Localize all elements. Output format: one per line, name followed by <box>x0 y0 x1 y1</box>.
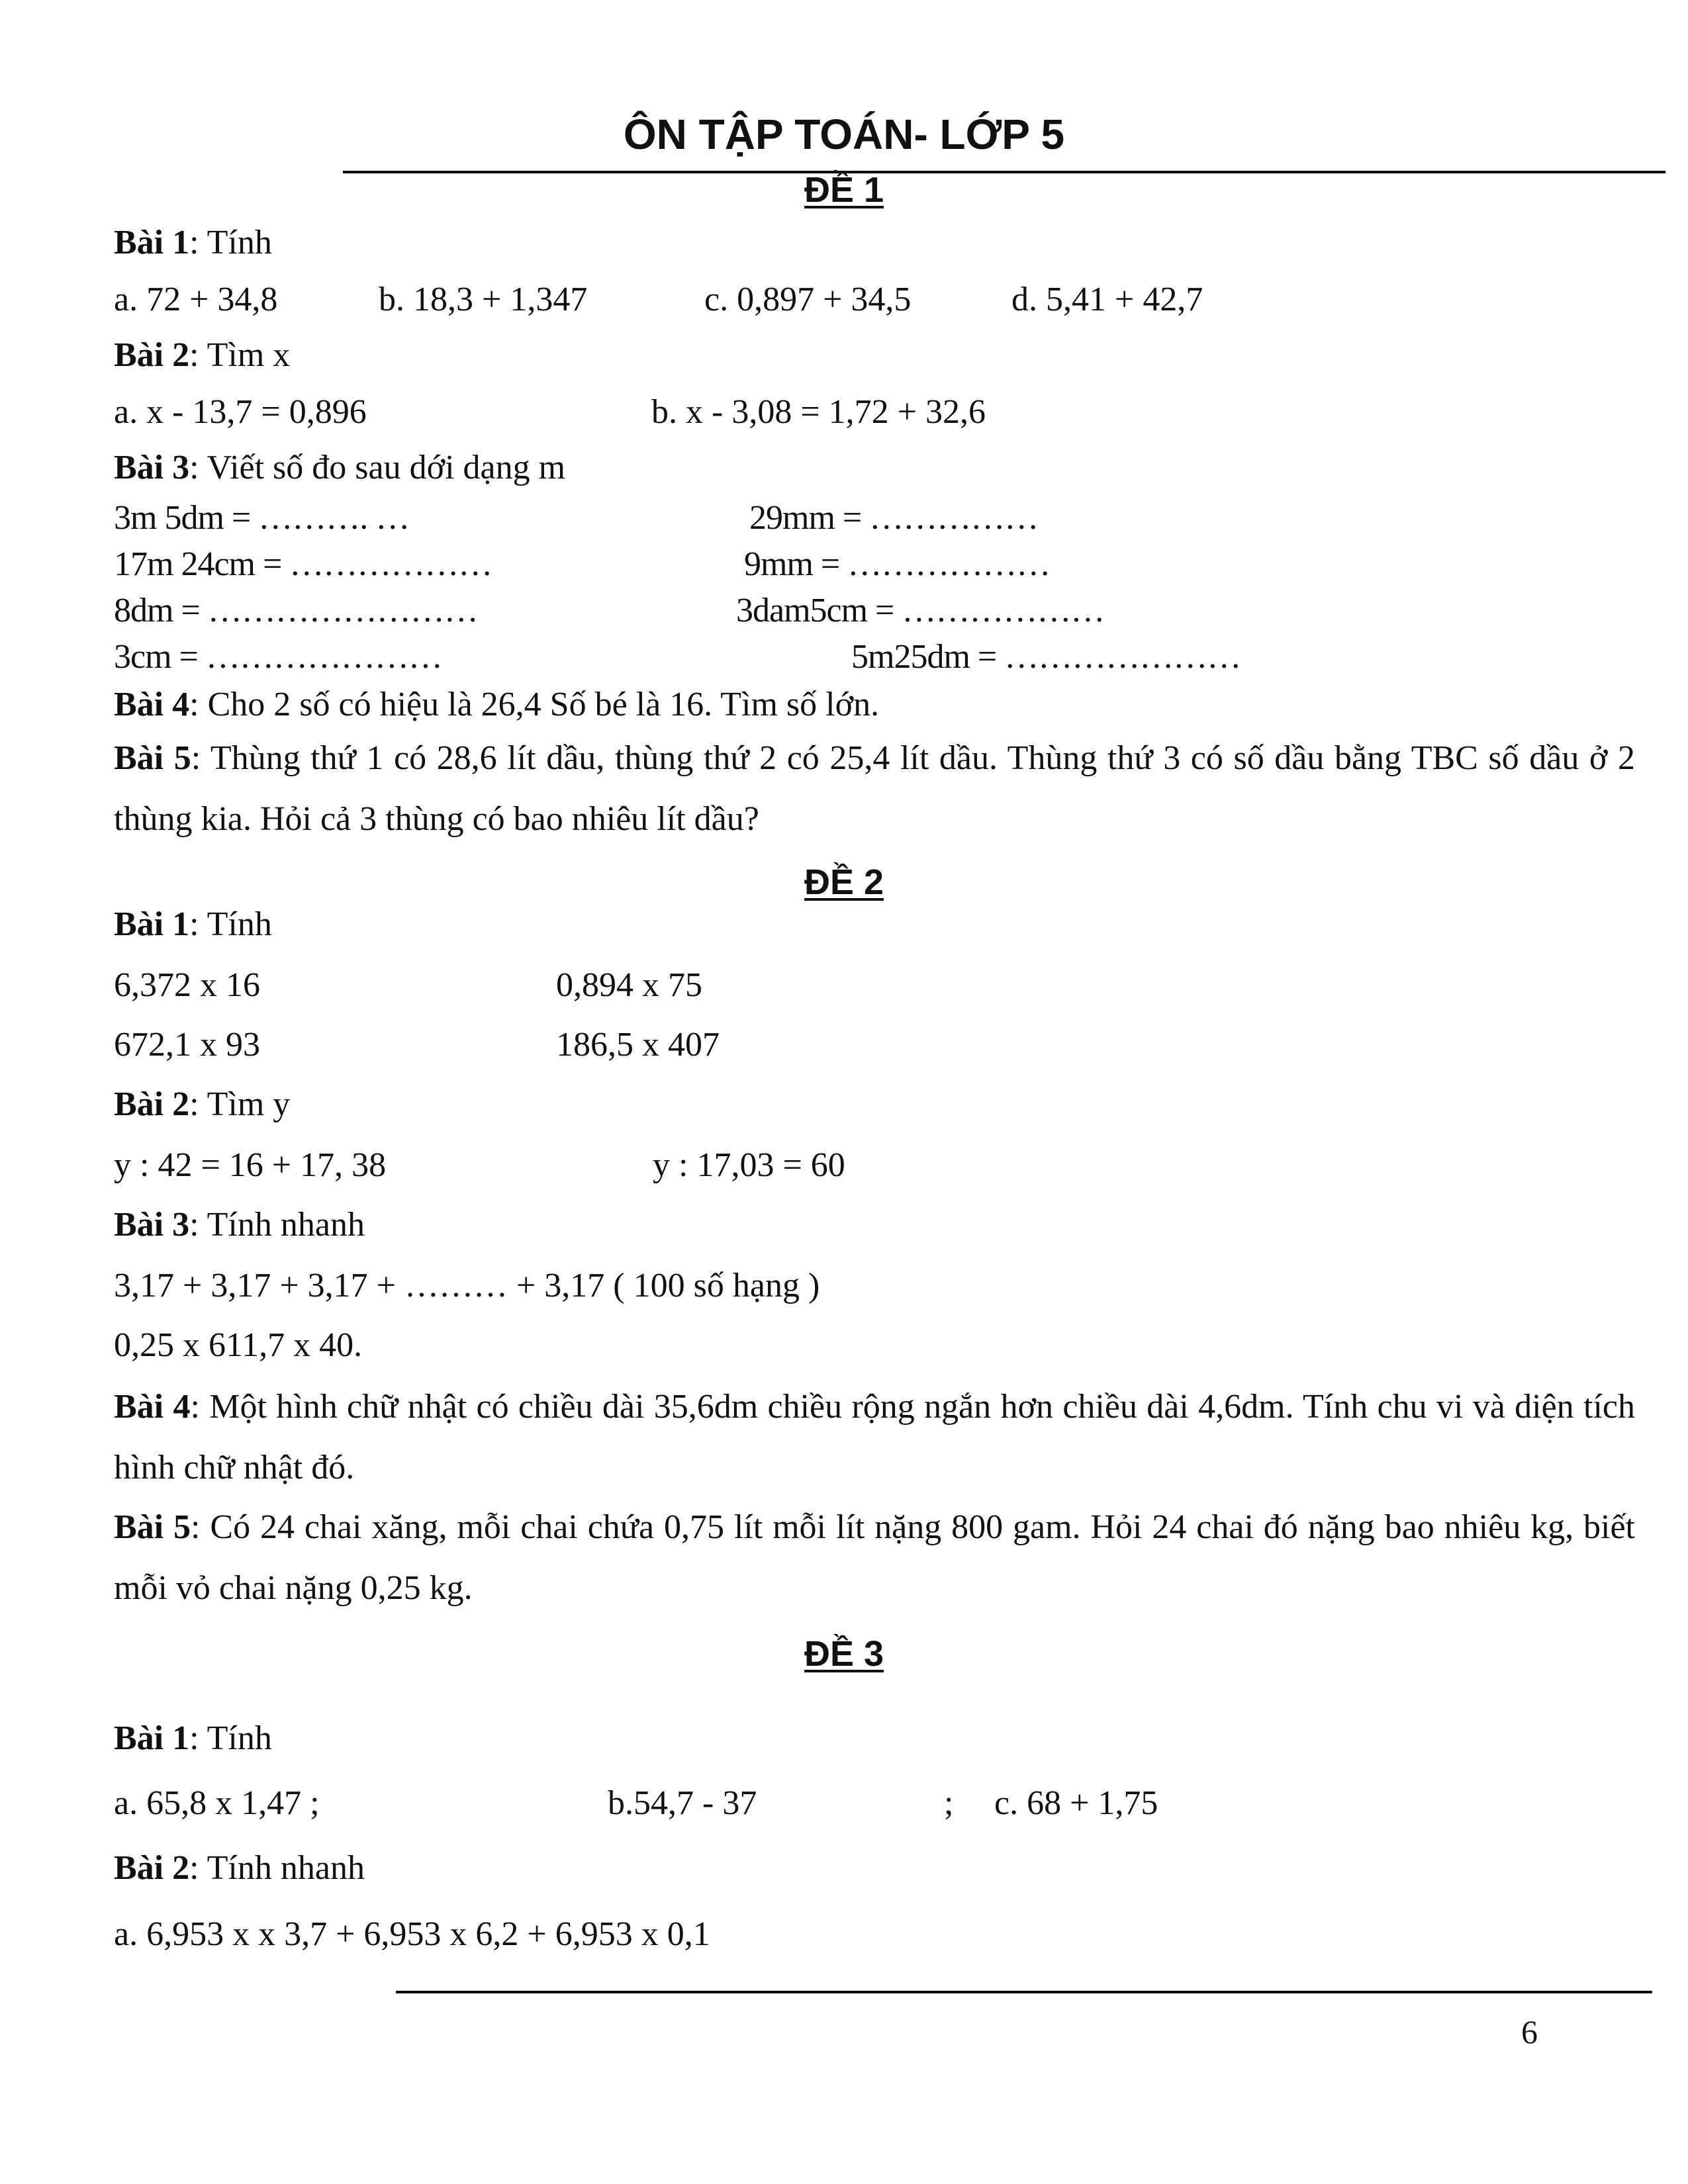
de2-bai1-row <box>114 962 1570 1009</box>
measure-item: 17m 24cm = ……………… <box>114 545 492 583</box>
exercise-item: y : 42 = 16 + 17, 38 <box>114 1146 387 1184</box>
exercise-item: c. 0,897 + 34,5 <box>704 281 912 318</box>
de2-bai5: Bài 5: Có 24 chai xăng, mỗi chai chứa 0,75 lít mỗi lít nặng 800 gam. Hỏi 24 chai đó nặng bao nhiêu kg, biết mỗi vỏ chai nặng 0,25 kg. <box>114 1508 1635 1607</box>
de1-bai3-row <box>114 541 1570 588</box>
measure-item: 5m25dm = ………………… <box>851 638 1241 676</box>
de1-bai3-heading: Bài 3: Viết số đo sau dới dạng m <box>114 449 566 486</box>
de2-bai3-heading: Bài 3: Tính nhanh <box>114 1206 365 1244</box>
measure-item: 29mm = …………… <box>749 499 1039 537</box>
exercise-item: b. 18,3 + 1,347 <box>379 281 588 318</box>
de1-bai1-heading: Bài 1: Tính <box>114 224 272 261</box>
de2-bai3-line: 0,25 x 611,7 x 40. <box>114 1326 363 1364</box>
de2-bai2-items <box>114 1142 1570 1189</box>
de2-bai1-heading: Bài 1: Tính <box>114 905 272 943</box>
measure-item: 3cm = ………………… <box>114 638 442 676</box>
separator: ; <box>944 1784 954 1822</box>
exercise-item: 6,372 x 16 <box>114 966 260 1004</box>
de1-bai1-items <box>114 277 1570 323</box>
de1-bai2-heading: Bài 2: Tìm x <box>114 336 291 374</box>
de2-bai2-heading: Bài 2: Tìm y <box>114 1085 291 1123</box>
de2-bai1-row <box>114 1022 1570 1068</box>
exercise-item: c. 68 + 1,75 <box>994 1784 1158 1822</box>
section-heading-de3: ĐỀ 3 <box>804 1634 884 1674</box>
de1-bai4: Bài 4: Cho 2 số có hiệu là 26,4 Số bé là 16. Tìm số lớn. <box>114 686 880 723</box>
de3-bai2-line: a. 6,953 x x 3,7 + 6,953 x 6,2 + 6,953 x 0,1 <box>114 1915 710 1953</box>
measure-item: 3dam5cm = ……………… <box>736 592 1105 629</box>
de1-bai3-row <box>114 495 1570 541</box>
measure-item: 3m 5dm = ………. … <box>114 499 410 537</box>
de1-bai3-row <box>114 634 1570 680</box>
footer-rule <box>396 1991 1652 1993</box>
de2-bai3-line: 3,17 + 3,17 + 3,17 + ……… + 3,17 ( 100 số hạng ) <box>114 1267 820 1304</box>
exercise-item: 672,1 x 93 <box>114 1026 260 1064</box>
measure-item: 9mm = ……………… <box>744 545 1051 583</box>
exercise-item: d. 5,41 + 42,7 <box>1011 281 1203 318</box>
de3-bai2-heading: Bài 2: Tính nhanh <box>114 1849 365 1887</box>
exercise-item: 0,894 x 75 <box>556 966 702 1004</box>
section-heading-de2: ĐỀ 2 <box>804 862 884 902</box>
measure-item: 8dm = …………………… <box>114 592 478 629</box>
page-number: 6 <box>1521 2013 1538 2050</box>
exercise-item: a. x - 13,7 = 0,896 <box>114 393 367 431</box>
section-heading-de1: ĐỀ 1 <box>804 170 884 210</box>
de3-bai1-items <box>114 1780 1570 1827</box>
de2-bai4: Bài 4: Một hình chữ nhật có chiều dài 35,6dm chiều rộng ngắn hơn chiều dài 4,6dm. Tính chu vi và diện tích hình chữ nhật đó. <box>114 1388 1635 1486</box>
exercise-item: a. 65,8 x 1,47 ; <box>114 1784 320 1822</box>
exercise-item: 186,5 x 407 <box>556 1026 720 1064</box>
de1-bai2-items <box>114 389 1570 435</box>
exercise-item: a. 72 + 34,8 <box>114 281 278 318</box>
exercise-item: b.54,7 - 37 <box>608 1784 757 1822</box>
de1-bai3-row <box>114 588 1570 634</box>
page-title: ÔN TẬP TOÁN- LỚP 5 <box>623 111 1065 158</box>
exercise-item: b. x - 3,08 = 1,72 + 32,6 <box>651 393 986 431</box>
de3-bai1-heading: Bài 1: Tính <box>114 1719 272 1757</box>
de1-bai5: Bài 5: Thùng thứ 1 có 28,6 lít dầu, thùng thứ 2 có 25,4 lít dầu. Thùng thứ 3 có số dầu bằng TBC số dầu ở 2 thùng kia. Hỏi cả 3 thùng có bao nhiêu lít dầu? <box>114 739 1636 838</box>
exercise-item: y : 17,03 = 60 <box>653 1146 845 1184</box>
